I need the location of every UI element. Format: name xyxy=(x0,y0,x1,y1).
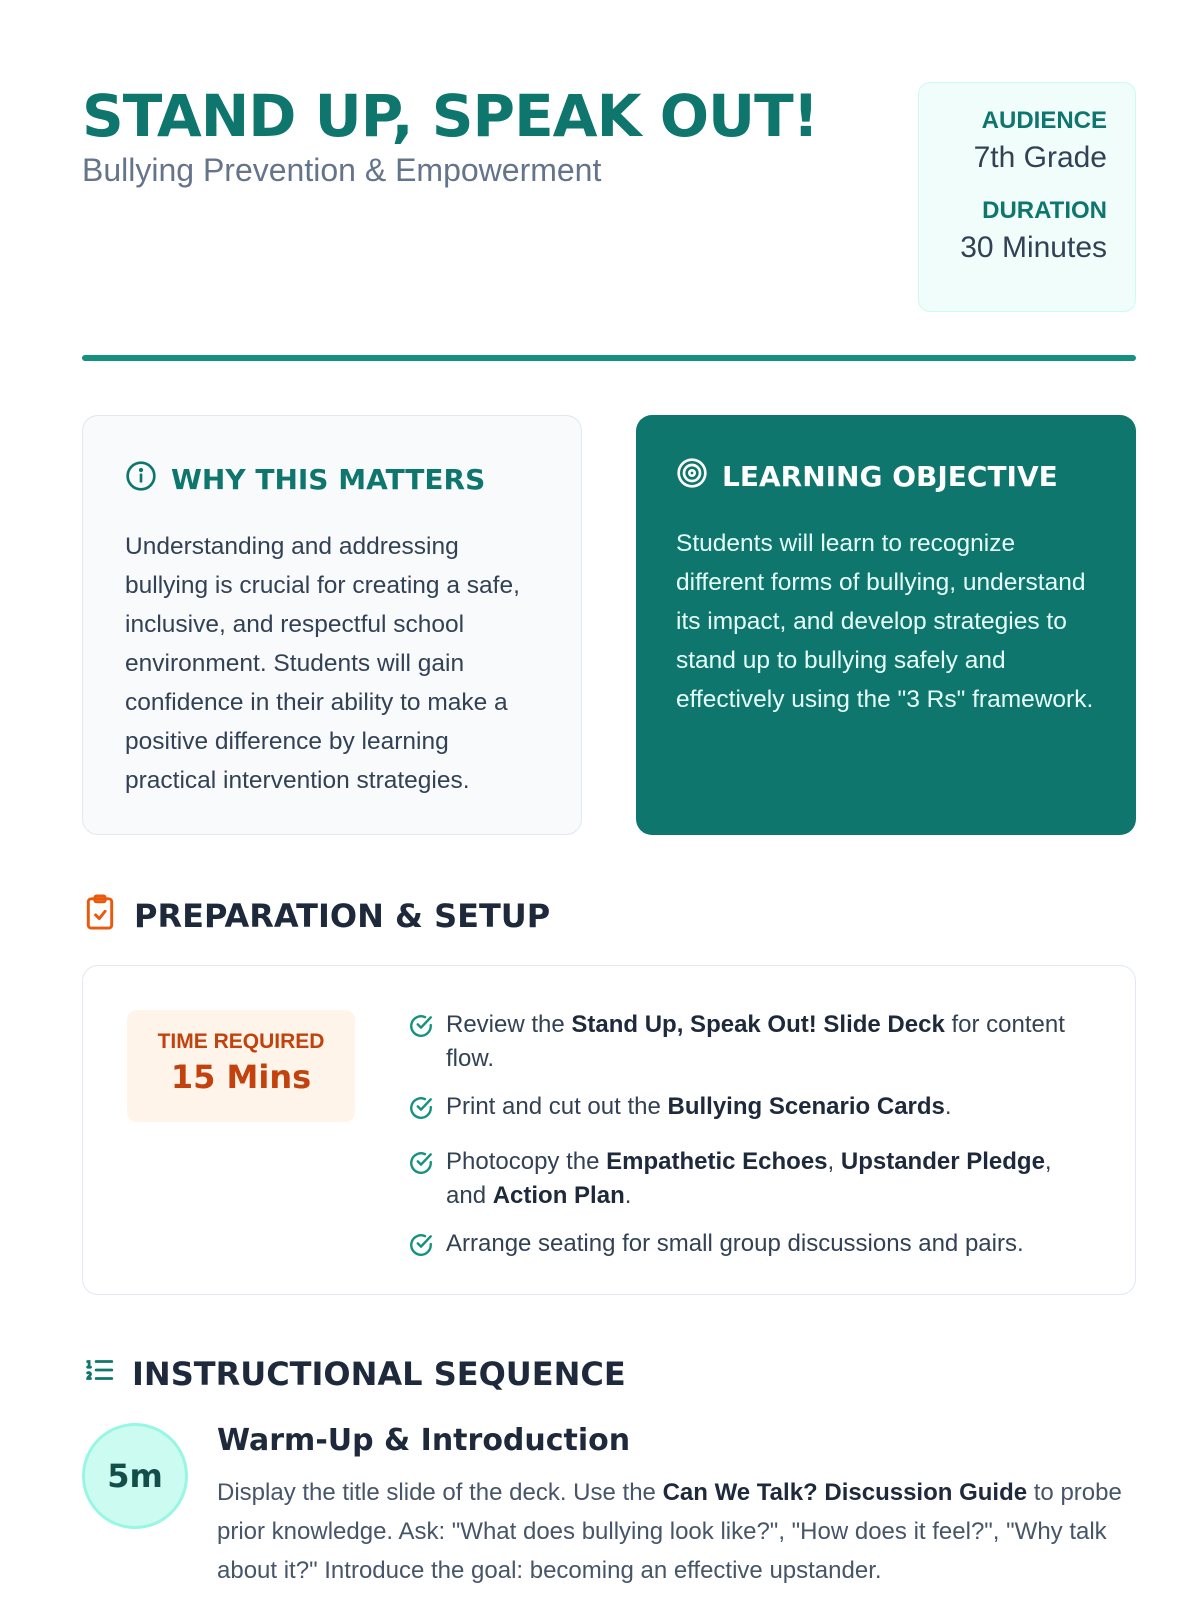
page-subtitle: Bullying Prevention & Empowerment xyxy=(82,152,602,188)
preparation-card xyxy=(82,965,1136,1295)
check-circle-icon xyxy=(408,1013,434,1049)
checklist-text: Review the Stand Up, Speak Out! Slide Deck for content flow. xyxy=(446,1011,1065,1072)
step-title: Warm-Up & Introduction xyxy=(217,1423,631,1458)
page-header xyxy=(82,82,1136,312)
check-circle-icon xyxy=(408,1150,434,1186)
time-required-label: TIME REQUIRED xyxy=(157,1030,325,1053)
preparation-heading-row xyxy=(82,893,550,939)
info-circle-icon xyxy=(125,460,157,499)
sequence-step xyxy=(82,1423,1136,1593)
step-description: Display the title slide of the deck. Use the Can We Talk? Discussion Guide to probe prior knowledge. Ask: "What does bullying look like?", "How does it feel?", "Why talk about it?" Introduce the goal: becoming an effective upstander. xyxy=(217,1479,1122,1584)
time-required-value: 15 Mins xyxy=(170,1058,312,1096)
why-text: Understanding and addressing bullying is crucial for creating a safe, inclusive, and respectful school environment. Students will gain confidence in their ability to make a positive difference by learning practical intervention strategies. xyxy=(125,533,520,794)
numbered-list-icon xyxy=(82,1353,116,1395)
duration-value: 30 Minutes xyxy=(960,231,1107,264)
preparation-checklist xyxy=(408,1008,1098,1282)
sequence-heading-row xyxy=(82,1353,626,1395)
sequence-heading: INSTRUCTIONAL SEQUENCE xyxy=(132,1355,626,1393)
duration-label: DURATION xyxy=(982,197,1107,224)
checklist-text: Print and cut out the Bullying Scenario Cards. xyxy=(446,1093,952,1120)
list-item xyxy=(408,1145,1098,1213)
list-item xyxy=(408,1090,1098,1131)
check-circle-icon xyxy=(408,1232,434,1268)
time-required-box xyxy=(127,1010,355,1122)
list-item xyxy=(408,1008,1098,1076)
target-icon xyxy=(676,457,708,496)
preparation-heading: PREPARATION & SETUP xyxy=(134,897,551,935)
checklist-text: Photocopy the Empathetic Echoes, Upstander Pledge, and Action Plan. xyxy=(446,1148,1052,1209)
audience-label: AUDIENCE xyxy=(981,107,1107,134)
clipboard-check-icon xyxy=(82,893,118,939)
list-item xyxy=(408,1227,1098,1268)
checklist-text: Arrange seating for small group discussions and pairs. xyxy=(446,1230,1024,1257)
objective-heading: LEARNING OBJECTIVE xyxy=(722,460,1058,493)
why-heading-row xyxy=(125,460,541,499)
page-title: STAND UP, SPEAK OUT! xyxy=(82,82,819,150)
step-duration-badge: 5m xyxy=(82,1423,188,1529)
why-this-matters-card xyxy=(82,415,582,835)
check-circle-icon xyxy=(408,1095,434,1131)
header-divider xyxy=(82,355,1136,361)
objective-heading-row xyxy=(676,457,1096,496)
why-heading: WHY THIS MATTERS xyxy=(171,463,486,496)
meta-card xyxy=(918,82,1136,312)
learning-objective-card xyxy=(636,415,1136,835)
audience-value: 7th Grade xyxy=(973,141,1107,174)
objective-text: Students will learn to recognize different forms of bullying, understand its impact, and develop strategies to stand up to bullying safely and effectively using the "3 Rs" framework. xyxy=(676,530,1094,713)
